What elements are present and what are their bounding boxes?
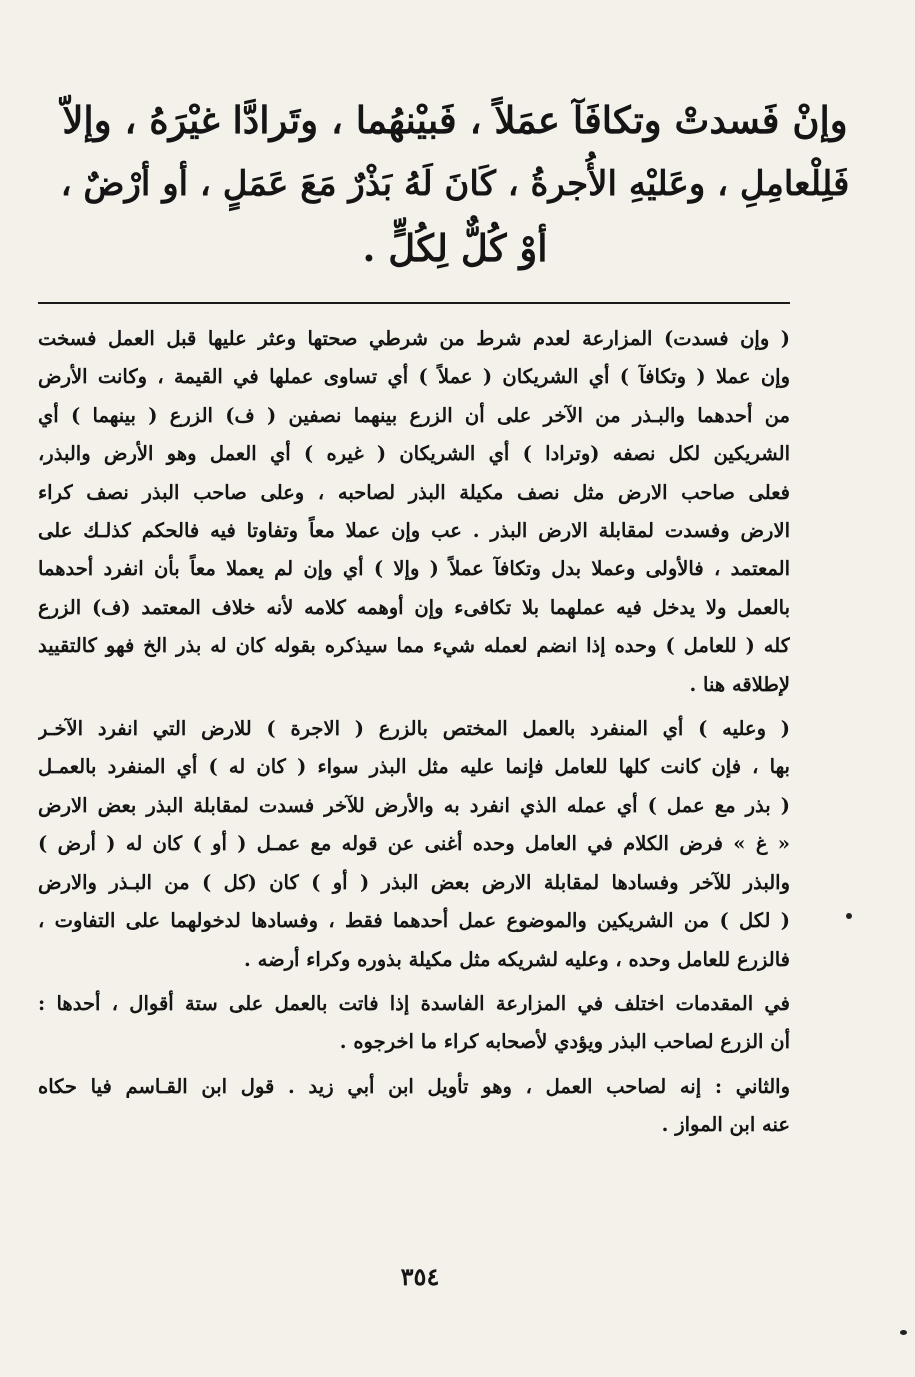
commentary-paragraph — [38, 710, 790, 979]
text-line: الارض وفسدت لمقابلة الارض البذر . عب وإن عملا معاً وتفاوتا فيه فالحكم كذلـك على — [38, 519, 790, 543]
matn-line: وإنْ فَسدتْ وتكافَآ عمَلاً ، فَبيْنهُما ، وتَرادَّا غيْرَهُ ، وإلاّ — [62, 98, 848, 142]
text-line: أن الزرع لصاحب البذر ويؤدي لأصحابه كراء ما اخرجوه . — [339, 1030, 790, 1054]
ink-speck — [846, 913, 852, 919]
text-line: بها ، فإن كانت كلها للعامل فإنما عليه مثل البذر سواء ( كان له ) أي المنفرد بالعمـل — [38, 755, 790, 779]
text-line: فعلى صاحب الارض مثل نصف مكيلة البذر لصاحبه ، وعلى صاحب البذر نصف كراء — [38, 480, 790, 504]
text-line: لإطلاقه هنا . — [689, 672, 790, 696]
text-line: كله ( للعامل ) وحده إذا انضم لعمله شيء مما سيذكره بقوله كان له بذر الخ فهو كالتقييد — [38, 634, 790, 658]
text-line: وإن عملا ( وتكافآ ) أي الشريكان ( عملاً ) أي تساوى عملها في القيمة ، وكانت الأرض — [38, 365, 790, 389]
ink-speck — [900, 1330, 907, 1335]
page-number: ٣٥٤ — [400, 1262, 440, 1291]
sharh-commentary — [38, 320, 790, 1145]
text-line: ( وإن فسدت) المزارعة لعدم شرط من شرطي صحتها وعثر عليها قبل العمل فسخت — [38, 327, 790, 350]
text-line: فالزرع للعامل وحده ، وعليه لشريكه مثل مكيلة بذوره وكراء أرضه . — [244, 947, 790, 971]
commentary-paragraph — [38, 320, 790, 704]
text-line: ( وعليه ) أي المنفرد بالعمل المختص بالزرع ( الاجرة ) للارض التي انفرد الآخـر — [38, 717, 790, 741]
matn-line: أوْ كُلٌّ لِكُلٍّ . — [362, 226, 548, 270]
commentary-paragraph — [38, 1068, 790, 1145]
text-line: ( بذر مع عمل ) أي عمله الذي انفرد به والأرض للآخر فسدت لمقابلة البذر بعض الارض — [38, 793, 790, 817]
text-line: من أحدهما والبـذر من الآخر على أن الزرع بينهما نصفين ( ف) الزرع ( بينهما ) أي — [38, 403, 790, 427]
text-line: والثاني : إنه لصاحب العمل ، وهو تأويل ابن أبي زيد . قول ابن القـاسم فيا حكاه — [38, 1074, 790, 1098]
text-line: عنه ابن المواز . — [661, 1113, 790, 1137]
separator-rule — [38, 302, 790, 304]
text-line: المعتمد ، فالأولى وعملا بدل وتكافآ عملاً ( وإلا ) أي وإن لم يعملا معاً بأن انفرد أحدهما — [38, 557, 790, 581]
text-line: والبذر للآخر وفسادها لمقابلة الارض بعض البذر ( أو ) كان (كل ) من البـذر والارض — [38, 870, 790, 894]
text-line: في المقدمات اختلف في المزارعة الفاسدة إذا فاتت بالعمل على ستة أقوال ، أحدها : — [38, 991, 790, 1015]
text-line: ( لكل ) من الشريكين والموضوع عمل أحدهما فقط ، وفسادها لدخولهما على التفاوت ، — [38, 909, 790, 933]
matn-line: فَلِلْعامِلِ ، وعَليْهِ الأُجرةُ ، كَانَ لَهُ بَذْرٌ مَعَ عَمَلٍ ، أو أرْضٌ ، — [60, 164, 850, 204]
text-line: الشريكين لكل نصفه (وترادا ) أي الشريكان ( غيره ) أي العمل وهو الأرض والبذر، — [38, 442, 790, 466]
matn-verse — [60, 88, 850, 280]
text-line: « غ » فرض الكلام في العامل وحده أغنى عن قوله مع عمـل ( أو ) كان له ( أرض ) — [38, 832, 790, 856]
commentary-paragraph — [38, 985, 790, 1062]
text-line: بالعمل ولا يدخل فيه عملهما بلا تكافىء وإن أوهمه كلامه لأنه خلاف المعتمد (ف) الزرع — [38, 595, 790, 619]
